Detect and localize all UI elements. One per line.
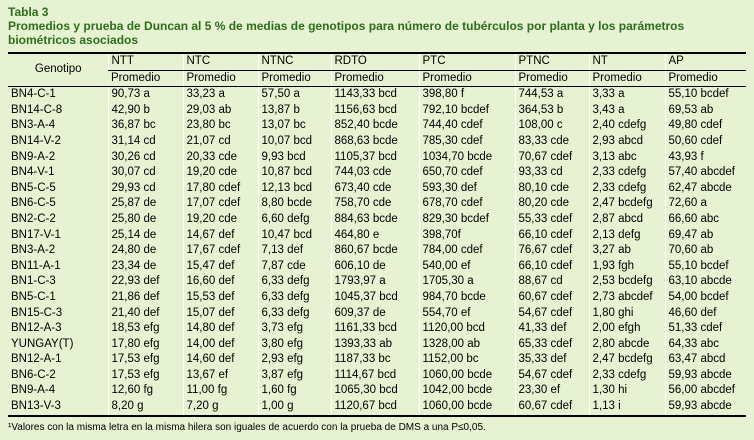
value-cell: 29,93 cd xyxy=(108,181,183,197)
value-cell: 30,07 cd xyxy=(108,165,183,181)
table-row xyxy=(8,383,746,399)
value-cell: 554,70 ef xyxy=(419,306,515,322)
value-cell: 23,34 de xyxy=(108,259,183,275)
genotipo-cell: YUNGAY(T) xyxy=(11,337,74,350)
table-row xyxy=(8,368,746,384)
value-cell: 51,33 cdef xyxy=(665,321,746,337)
value-cell: 57,50 a xyxy=(258,87,331,103)
value-cell: 21,07 cd xyxy=(183,134,258,150)
value-cell: 1060,00 bcde xyxy=(419,368,515,384)
value-cell: 8,80 bcde xyxy=(258,196,331,212)
header-row xyxy=(8,53,746,70)
value-cell: 609,37 de xyxy=(331,306,419,322)
value-cell: 69,47 ab xyxy=(665,228,746,244)
genotipo-cell: BN9-A-4 xyxy=(11,384,56,397)
value-cell: 23,30 ef xyxy=(515,383,589,399)
value-cell: 1120,00 bcd xyxy=(419,321,515,337)
table-row xyxy=(8,259,746,275)
value-cell: 49,80 cdef xyxy=(665,118,746,134)
value-cell: 1793,97 a xyxy=(331,274,419,290)
genotipo-cell: BN3-A-4 xyxy=(11,119,56,132)
value-cell: 55,10 bcdef xyxy=(665,87,746,103)
column-header: RDTO xyxy=(331,53,419,70)
value-cell: 2,47 bcdefg xyxy=(589,196,665,212)
value-cell: 54,00 bcdef xyxy=(665,290,746,306)
value-cell: 1120,67 bcd xyxy=(331,399,419,416)
value-cell: 744,03 cde xyxy=(331,165,419,181)
value-cell: 593,30 def xyxy=(419,181,515,197)
results-table xyxy=(8,52,746,417)
value-cell: 1,93 fgh xyxy=(589,259,665,275)
value-cell: 25,80 de xyxy=(108,212,183,228)
value-cell: 60,67 cdef xyxy=(515,290,589,306)
value-cell: 1187,33 bc xyxy=(331,352,419,368)
value-cell: 1,60 fg xyxy=(258,383,331,399)
value-cell: 31,14 cd xyxy=(108,134,183,150)
table-row xyxy=(8,321,746,337)
genotipo-cell: BN6-C-2 xyxy=(11,368,56,381)
value-cell: 63,47 abcd xyxy=(665,352,746,368)
value-cell: 2,33 cdefg xyxy=(589,165,665,181)
subheader-promedio: Promedio xyxy=(589,70,665,87)
column-header: NTC xyxy=(183,53,258,70)
value-cell: 66,10 cdef xyxy=(515,259,589,275)
value-cell: 829,30 bcdef xyxy=(419,212,515,228)
value-cell: 884,63 bcde xyxy=(331,212,419,228)
value-cell: 65,33 cdef xyxy=(515,337,589,353)
value-cell: 7,87 cde xyxy=(258,259,331,275)
value-cell: 7,13 def xyxy=(258,243,331,259)
table-label: Tabla 3 xyxy=(8,5,49,19)
value-cell: 23,80 bc xyxy=(183,118,258,134)
table-row xyxy=(8,274,746,290)
value-cell: 744,40 cdef xyxy=(419,118,515,134)
value-cell: 2,47 bcdefg xyxy=(589,352,665,368)
table-row xyxy=(8,196,746,212)
genotipo-cell: BN5-C-5 xyxy=(11,181,56,194)
value-cell: 55,10 bcdef xyxy=(665,259,746,275)
value-cell: 17,80 efg xyxy=(108,337,183,353)
value-cell: 364,53 b xyxy=(515,103,589,119)
table-row xyxy=(8,165,746,181)
table-caption xyxy=(8,6,748,47)
table-row xyxy=(8,290,746,306)
genotipo-cell: BN17-V-1 xyxy=(11,228,61,241)
genotipo-cell: BN15-C-3 xyxy=(11,306,63,319)
value-cell: 72,60 a xyxy=(665,196,746,212)
subheader-promedio: Promedio xyxy=(108,70,183,87)
value-cell: 25,87 de xyxy=(108,196,183,212)
value-cell: 83,33 cde xyxy=(515,134,589,150)
value-cell: 785,30 cdef xyxy=(419,134,515,150)
value-cell: 2,73 abcdef xyxy=(589,290,665,306)
genotipo-cell: BN2-C-2 xyxy=(11,212,56,225)
value-cell: 90,73 a xyxy=(108,87,183,103)
table-title: Promedios y prueba de Duncan al 5 % de medias de genotipos para número de tubérculos por planta y los parámetros biométricos asociados xyxy=(8,19,685,47)
table-row xyxy=(8,306,746,322)
value-cell: 50,60 cdef xyxy=(665,134,746,150)
value-cell: 1,00 g xyxy=(258,399,331,416)
value-cell: 984,70 bcde xyxy=(419,290,515,306)
value-cell: 678,70 cdef xyxy=(419,196,515,212)
value-cell: 57,40 abcdef xyxy=(665,165,746,181)
value-cell: 56,00 abcdef xyxy=(665,383,746,399)
value-cell: 59,93 abcde xyxy=(665,368,746,384)
table-row xyxy=(8,243,746,259)
genotipo-cell: BN6-C-5 xyxy=(11,197,56,210)
value-cell: 1,13 i xyxy=(589,399,665,416)
value-cell: 16,60 def xyxy=(183,274,258,290)
value-cell: 43,93 f xyxy=(665,150,746,166)
value-cell: 19,20 cde xyxy=(183,212,258,228)
value-cell: 1705,30 a xyxy=(419,274,515,290)
value-cell: 17,67 cdef xyxy=(183,243,258,259)
value-cell: 88,67 cd xyxy=(515,274,589,290)
genotipo-cell: BN13-V-3 xyxy=(11,400,61,413)
value-cell: 21,40 def xyxy=(108,306,183,322)
value-cell: 3,87 efg xyxy=(258,368,331,384)
value-cell: 1393,33 ab xyxy=(331,337,419,353)
value-cell: 1,30 hi xyxy=(589,383,665,399)
value-cell: 66,60 abc xyxy=(665,212,746,228)
value-cell: 1042,00 bcde xyxy=(419,383,515,399)
genotipo-cell: BN4-C-1 xyxy=(11,88,56,101)
value-cell: 59,93 abcde xyxy=(665,399,746,416)
value-cell: 3,73 efg xyxy=(258,321,331,337)
genotipo-cell: BN4-V-1 xyxy=(11,166,55,179)
value-cell: 758,70 cde xyxy=(331,196,419,212)
value-cell: 54,67 cdef xyxy=(515,306,589,322)
value-cell: 540,00 ef xyxy=(419,259,515,275)
value-cell: 2,80 abcde xyxy=(589,337,665,353)
column-header: NTNC xyxy=(258,53,331,70)
value-cell: 6,33 defg xyxy=(258,306,331,322)
value-cell: 66,10 cdef xyxy=(515,228,589,244)
value-cell: 13,87 b xyxy=(258,103,331,119)
value-cell: 1065,30 bcd xyxy=(331,383,419,399)
table-body xyxy=(8,87,746,416)
value-cell: 70,60 ab xyxy=(665,243,746,259)
subheader-promedio: Promedio xyxy=(665,70,746,87)
value-cell: 29,03 ab xyxy=(183,103,258,119)
value-cell: 20,33 cde xyxy=(183,150,258,166)
value-cell: 12,13 bcd xyxy=(258,181,331,197)
value-cell: 17,80 cdef xyxy=(183,181,258,197)
value-cell: 35,33 def xyxy=(515,352,589,368)
value-cell: 30,26 cd xyxy=(108,150,183,166)
value-cell: 17,53 efg xyxy=(108,368,183,384)
table-row xyxy=(8,337,746,353)
table-row xyxy=(8,150,746,166)
value-cell: 62,47 abcde xyxy=(665,181,746,197)
column-header: PTC xyxy=(419,53,515,70)
value-cell: 650,70 cdef xyxy=(419,165,515,181)
value-cell: 14,80 def xyxy=(183,321,258,337)
value-cell: 606,10 de xyxy=(331,259,419,275)
genotipo-cell: BN11-A-1 xyxy=(11,259,61,272)
value-cell: 1045,37 bcd xyxy=(331,290,419,306)
value-cell: 69,53 ab xyxy=(665,103,746,119)
value-cell: 792,10 bcdef xyxy=(419,103,515,119)
value-cell: 42,90 b xyxy=(108,103,183,119)
value-cell: 60,67 cdef xyxy=(515,399,589,416)
value-cell: 15,07 def xyxy=(183,306,258,322)
value-cell: 2,93 efg xyxy=(258,352,331,368)
value-cell: 464,80 e xyxy=(331,228,419,244)
value-cell: 1105,37 bcd xyxy=(331,150,419,166)
value-cell: 1156,63 bcd xyxy=(331,103,419,119)
value-cell: 9,93 bcd xyxy=(258,150,331,166)
value-cell: 63,10 abcde xyxy=(665,274,746,290)
subheader-promedio: Promedio xyxy=(258,70,331,87)
value-cell: 17,53 efg xyxy=(108,352,183,368)
value-cell: 10,87 bcd xyxy=(258,165,331,181)
value-cell: 14,00 def xyxy=(183,337,258,353)
value-cell: 46,60 def xyxy=(665,306,746,322)
table-row xyxy=(8,399,746,416)
value-cell: 80,10 cde xyxy=(515,181,589,197)
genotipo-cell: BN3-A-2 xyxy=(11,244,56,257)
value-cell: 6,33 defg xyxy=(258,274,331,290)
value-cell: 2,53 bcdefg xyxy=(589,274,665,290)
value-cell: 868,63 bcde xyxy=(331,134,419,150)
value-cell: 17,07 cdef xyxy=(183,196,258,212)
column-header: AP xyxy=(665,53,746,70)
value-cell: 25,14 de xyxy=(108,228,183,244)
value-cell: 1060,00 bcde xyxy=(419,399,515,416)
value-cell: 21,86 def xyxy=(108,290,183,306)
subheader-row xyxy=(8,70,746,87)
column-header: NT xyxy=(589,53,665,70)
value-cell: 3,43 a xyxy=(589,103,665,119)
value-cell: 673,40 cde xyxy=(331,181,419,197)
table-row xyxy=(8,228,746,244)
value-cell: 14,67 def xyxy=(183,228,258,244)
genotipo-cell: BN1-C-3 xyxy=(11,275,56,288)
value-cell: 108,00 c xyxy=(515,118,589,134)
value-cell: 852,40 bcde xyxy=(331,118,419,134)
value-cell: 1114,67 bcd xyxy=(331,368,419,384)
value-cell: 24,80 de xyxy=(108,243,183,259)
value-cell: 398,70f xyxy=(419,228,515,244)
value-cell: 64,33 abc xyxy=(665,337,746,353)
value-cell: 36,87 bc xyxy=(108,118,183,134)
value-cell: 13,67 ef xyxy=(183,368,258,384)
table-row xyxy=(8,352,746,368)
value-cell: 70,67 cdef xyxy=(515,150,589,166)
value-cell: 2,13 defg xyxy=(589,228,665,244)
table-row xyxy=(8,103,746,119)
value-cell: 10,47 bcd xyxy=(258,228,331,244)
value-cell: 3,27 ab xyxy=(589,243,665,259)
subheader-promedio: Promedio xyxy=(515,70,589,87)
genotipo-cell: BN9-A-2 xyxy=(11,150,56,163)
column-header: PTNC xyxy=(515,53,589,70)
value-cell: 15,47 def xyxy=(183,259,258,275)
value-cell: 1034,70 bcde xyxy=(419,150,515,166)
value-cell: 1161,33 bcd xyxy=(331,321,419,337)
table-row xyxy=(8,212,746,228)
genotipo-cell: BN14-C-8 xyxy=(11,103,63,116)
value-cell: 6,33 defg xyxy=(258,290,331,306)
value-cell: 1143,33 bcd xyxy=(331,87,419,103)
value-cell: 3,33 a xyxy=(589,87,665,103)
value-cell: 15,53 def xyxy=(183,290,258,306)
table-row xyxy=(8,134,746,150)
subheader-promedio: Promedio xyxy=(183,70,258,87)
value-cell: 2,93 abcd xyxy=(589,134,665,150)
value-cell: 2,40 cdefg xyxy=(589,118,665,134)
value-cell: 2,87 abcd xyxy=(589,212,665,228)
genotipo-cell: BN14-V-2 xyxy=(11,134,61,147)
value-cell: 398,80 f xyxy=(419,87,515,103)
table-row xyxy=(8,118,746,134)
value-cell: 12,60 fg xyxy=(108,383,183,399)
value-cell: 1152,00 bc xyxy=(419,352,515,368)
value-cell: 10,07 bcd xyxy=(258,134,331,150)
value-cell: 55,33 cdef xyxy=(515,212,589,228)
subheader-promedio: Promedio xyxy=(419,70,515,87)
value-cell: 6,60 defg xyxy=(258,212,331,228)
genotipo-cell: BN5-C-1 xyxy=(11,290,56,303)
value-cell: 1,80 ghi xyxy=(589,306,665,322)
value-cell: 2,00 efgh xyxy=(589,321,665,337)
value-cell: 2,33 cdefg xyxy=(589,368,665,384)
value-cell: 22,93 def xyxy=(108,274,183,290)
value-cell: 1328,00 ab xyxy=(419,337,515,353)
value-cell: 744,53 a xyxy=(515,87,589,103)
column-header: NTT xyxy=(108,53,183,70)
value-cell: 8,20 g xyxy=(108,399,183,416)
value-cell: 33,23 a xyxy=(183,87,258,103)
genotipo-header: Genotipo xyxy=(8,53,108,87)
table-row xyxy=(8,181,746,197)
value-cell: 784,00 cdef xyxy=(419,243,515,259)
value-cell: 93,33 cd xyxy=(515,165,589,181)
value-cell: 54,67 cdef xyxy=(515,368,589,384)
table-row xyxy=(8,87,746,103)
value-cell: 13,07 bc xyxy=(258,118,331,134)
value-cell: 41,33 def xyxy=(515,321,589,337)
value-cell: 7,20 g xyxy=(183,399,258,416)
value-cell: 860,67 bcde xyxy=(331,243,419,259)
subheader-promedio: Promedio xyxy=(331,70,419,87)
value-cell: 2,33 cdefg xyxy=(589,181,665,197)
genotipo-cell: BN12-A-3 xyxy=(11,322,62,335)
genotipo-cell: BN12-A-1 xyxy=(11,353,62,366)
value-cell: 76,67 cdef xyxy=(515,243,589,259)
value-cell: 18,53 efg xyxy=(108,321,183,337)
value-cell: 11,00 fg xyxy=(183,383,258,399)
value-cell: 19,20 cde xyxy=(183,165,258,181)
value-cell: 3,80 efg xyxy=(258,337,331,353)
footnote: ¹Valores con la misma letra en la misma hilera son iguales de acuerdo con la prueba de DMS a una P≤0,05. xyxy=(8,422,486,433)
value-cell: 14,60 def xyxy=(183,352,258,368)
value-cell: 80,20 cde xyxy=(515,196,589,212)
value-cell: 3,13 abc xyxy=(589,150,665,166)
